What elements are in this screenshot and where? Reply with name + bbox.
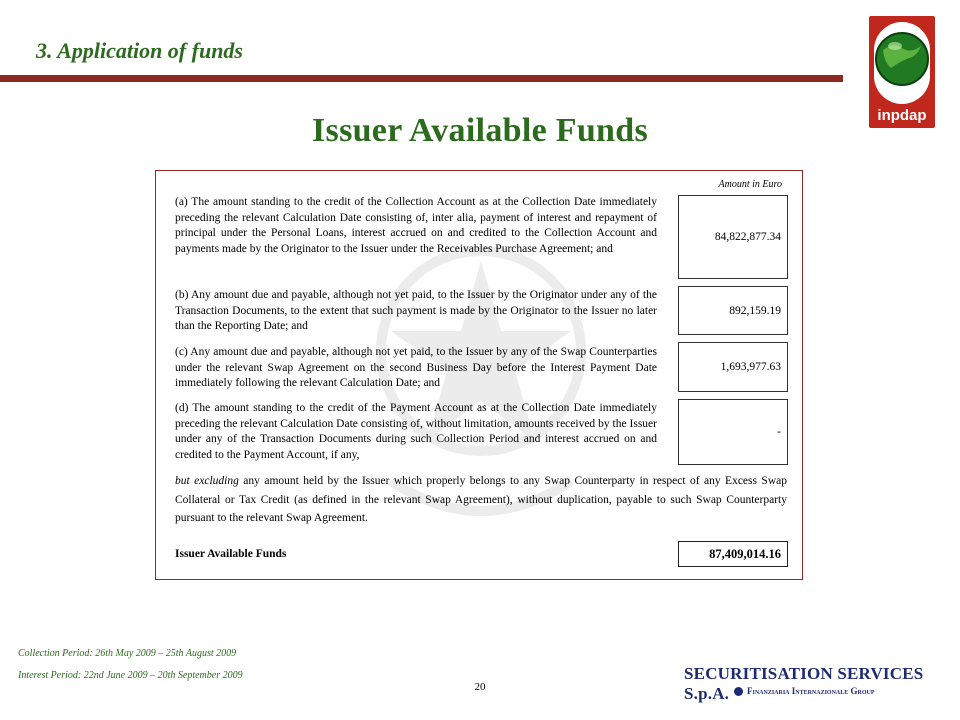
- group-name: Finanziaria Internazionale Group: [747, 686, 875, 696]
- item-a-text: (a) The amount standing to the credit of the Collection Account as at the Collection Date immediately preceding the relevant Calculation Date consisting of, inter alia, payment of interest and repayment of principal under the Personal Loans, interest accrued on and credited to the Collection Account and payments made by the Originator to the Issuer under the Receivables Purchase Agreement; and: [175, 196, 657, 255]
- item-d-text: (d) The amount standing to the credit of the Payment Account as at the Collection Date immediately preceding the relevant Calculation Date consisting of, without limitation, amounts received by the Issuer under any of the Transaction Documents during such Collection Period and interest accrued on and credited to the Payment Account, if any,: [175, 402, 657, 461]
- funds-panel: [155, 170, 803, 580]
- item-d-amount-box: [678, 399, 788, 465]
- item-b-amount-box: [678, 286, 788, 335]
- interest-period: Interest Period: 22nd June 2009 – 20th September 2009: [18, 670, 243, 681]
- item-c-amount-box: [678, 342, 788, 392]
- exclusion-prefix: but excluding: [175, 475, 239, 487]
- page-title: Issuer Available Funds: [312, 112, 648, 149]
- total-amount-box: [678, 541, 788, 567]
- item-a-amount-box: [678, 195, 788, 279]
- group-line: [734, 686, 875, 696]
- amount-column-header: Amount in Euro: [718, 179, 782, 190]
- item-b-text: (b) Any amount due and payable, although not yet paid, to the Issuer by the Originator under any of the Transaction Documents, to the extent that such payment is made by the Originator to the Issuer no later than the Reporting Date; and: [175, 289, 657, 332]
- item-a-amount: 84,822,877.34: [714, 231, 781, 243]
- header-rule: [0, 75, 843, 82]
- page-number: 20: [474, 681, 486, 693]
- company-name: SECURITISATION SERVICES S.p.A.: [684, 664, 924, 703]
- item-c-amount: 1,693,977.63: [720, 361, 781, 373]
- total-label: Issuer Available Funds: [175, 548, 287, 560]
- item-d-amount: -: [777, 426, 781, 438]
- item-c-text: (c) Any amount due and payable, although not yet paid, to the Issuer by any of the Swap Counterparties under the relevant Swap Agreement on the second Business Day before the Interest Payment Date immediately following the relevant Calculation Date; and: [175, 346, 657, 389]
- collection-period: Collection Period: 26th May 2009 – 25th August 2009: [18, 648, 237, 659]
- total-amount: 87,409,014.16: [709, 546, 781, 561]
- logo-text: inpdap: [877, 107, 927, 124]
- group-logo-icon: [734, 687, 743, 696]
- section-title: 3. Application of funds: [36, 38, 243, 63]
- item-b-amount: 892,159.19: [729, 304, 781, 317]
- exclusion-text: any amount held by the Issuer which properly belongs to any Swap Counterparty in respect of any Excess Swap Collateral or Tax Credit (as defined in the relevant Swap Agreement), without duplication, payable to such Swap Counterparty pursuant to the relevant Swap Agreement.: [175, 475, 787, 524]
- exclusion-clause: [175, 472, 787, 528]
